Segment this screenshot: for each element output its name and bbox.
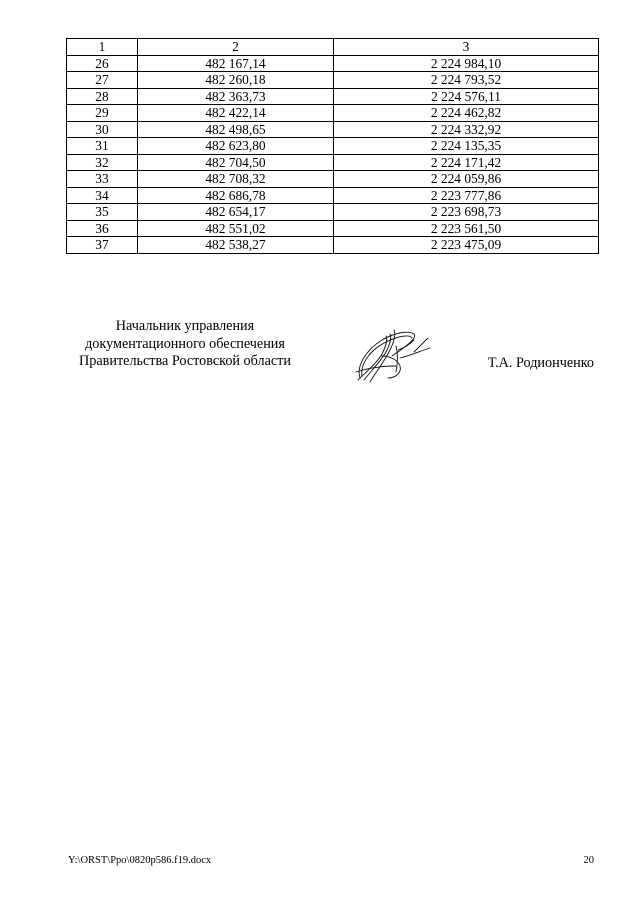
cell-y-coordinate: 2 224 171,42	[334, 154, 599, 171]
signer-name: Т.А. Родионченко	[487, 355, 594, 371]
cell-y-coordinate: 2 224 059,86	[334, 171, 599, 188]
table-row	[67, 55, 599, 72]
cell-x-coordinate: 482 708,32	[138, 171, 334, 188]
cell-y-coordinate: 2 224 135,35	[334, 138, 599, 155]
cell-point-number: 28	[67, 88, 138, 105]
table-header-row	[67, 39, 599, 56]
table-row	[67, 88, 599, 105]
table-row	[67, 187, 599, 204]
cell-point-number: 30	[67, 121, 138, 138]
cell-x-coordinate: 482 167,14	[138, 55, 334, 72]
table-row	[67, 138, 599, 155]
header-cell-y: 3	[334, 39, 599, 56]
table-row	[67, 72, 599, 89]
header-cell-number: 1	[67, 39, 138, 56]
footer-file-path: Y:\ORST\Ppo\0820p586.f19.docx	[68, 855, 212, 866]
cell-x-coordinate: 482 551,02	[138, 220, 334, 237]
cell-y-coordinate: 2 224 332,92	[334, 121, 599, 138]
cell-y-coordinate: 2 224 984,10	[334, 55, 599, 72]
cell-y-coordinate: 2 224 793,52	[334, 72, 599, 89]
cell-y-coordinate: 2 223 475,09	[334, 237, 599, 254]
cell-point-number: 29	[67, 105, 138, 122]
page-number: 20	[583, 855, 594, 866]
cell-point-number: 26	[67, 55, 138, 72]
cell-point-number: 37	[67, 237, 138, 254]
table-row	[67, 105, 599, 122]
table-row	[67, 154, 599, 171]
cell-point-number: 36	[67, 220, 138, 237]
cell-y-coordinate: 2 223 698,73	[334, 204, 599, 221]
table-row	[67, 171, 599, 188]
cell-y-coordinate: 2 223 777,86	[334, 187, 599, 204]
cell-y-coordinate: 2 223 561,50	[334, 220, 599, 237]
cell-point-number: 27	[67, 72, 138, 89]
header-cell-x: 2	[138, 39, 334, 56]
cell-point-number: 35	[67, 204, 138, 221]
cell-x-coordinate: 482 686,78	[138, 187, 334, 204]
cell-x-coordinate: 482 654,17	[138, 204, 334, 221]
cell-x-coordinate: 482 538,27	[138, 237, 334, 254]
cell-x-coordinate: 482 704,50	[138, 154, 334, 171]
cell-point-number: 31	[67, 138, 138, 155]
cell-point-number: 34	[67, 187, 138, 204]
position-title	[60, 318, 310, 371]
cell-point-number: 33	[67, 171, 138, 188]
cell-x-coordinate: 482 260,18	[138, 72, 334, 89]
cell-x-coordinate: 482 422,14	[138, 105, 334, 122]
position-line: документационного обеспечения	[85, 335, 285, 352]
cell-x-coordinate: 482 363,73	[138, 88, 334, 105]
table-row	[67, 237, 599, 254]
table-row	[67, 220, 599, 237]
cell-point-number: 32	[67, 154, 138, 171]
coordinates-table	[66, 38, 599, 254]
position-line: Правительства Ростовской области	[79, 353, 291, 369]
handwritten-signature	[352, 326, 434, 384]
position-line: Начальник управления	[115, 318, 255, 334]
cell-y-coordinate: 2 224 462,82	[334, 105, 599, 122]
table-row	[67, 121, 599, 138]
cell-y-coordinate: 2 224 576,11	[334, 88, 599, 105]
cell-x-coordinate: 482 498,65	[138, 121, 334, 138]
table-row	[67, 204, 599, 221]
cell-x-coordinate: 482 623,80	[138, 138, 334, 155]
